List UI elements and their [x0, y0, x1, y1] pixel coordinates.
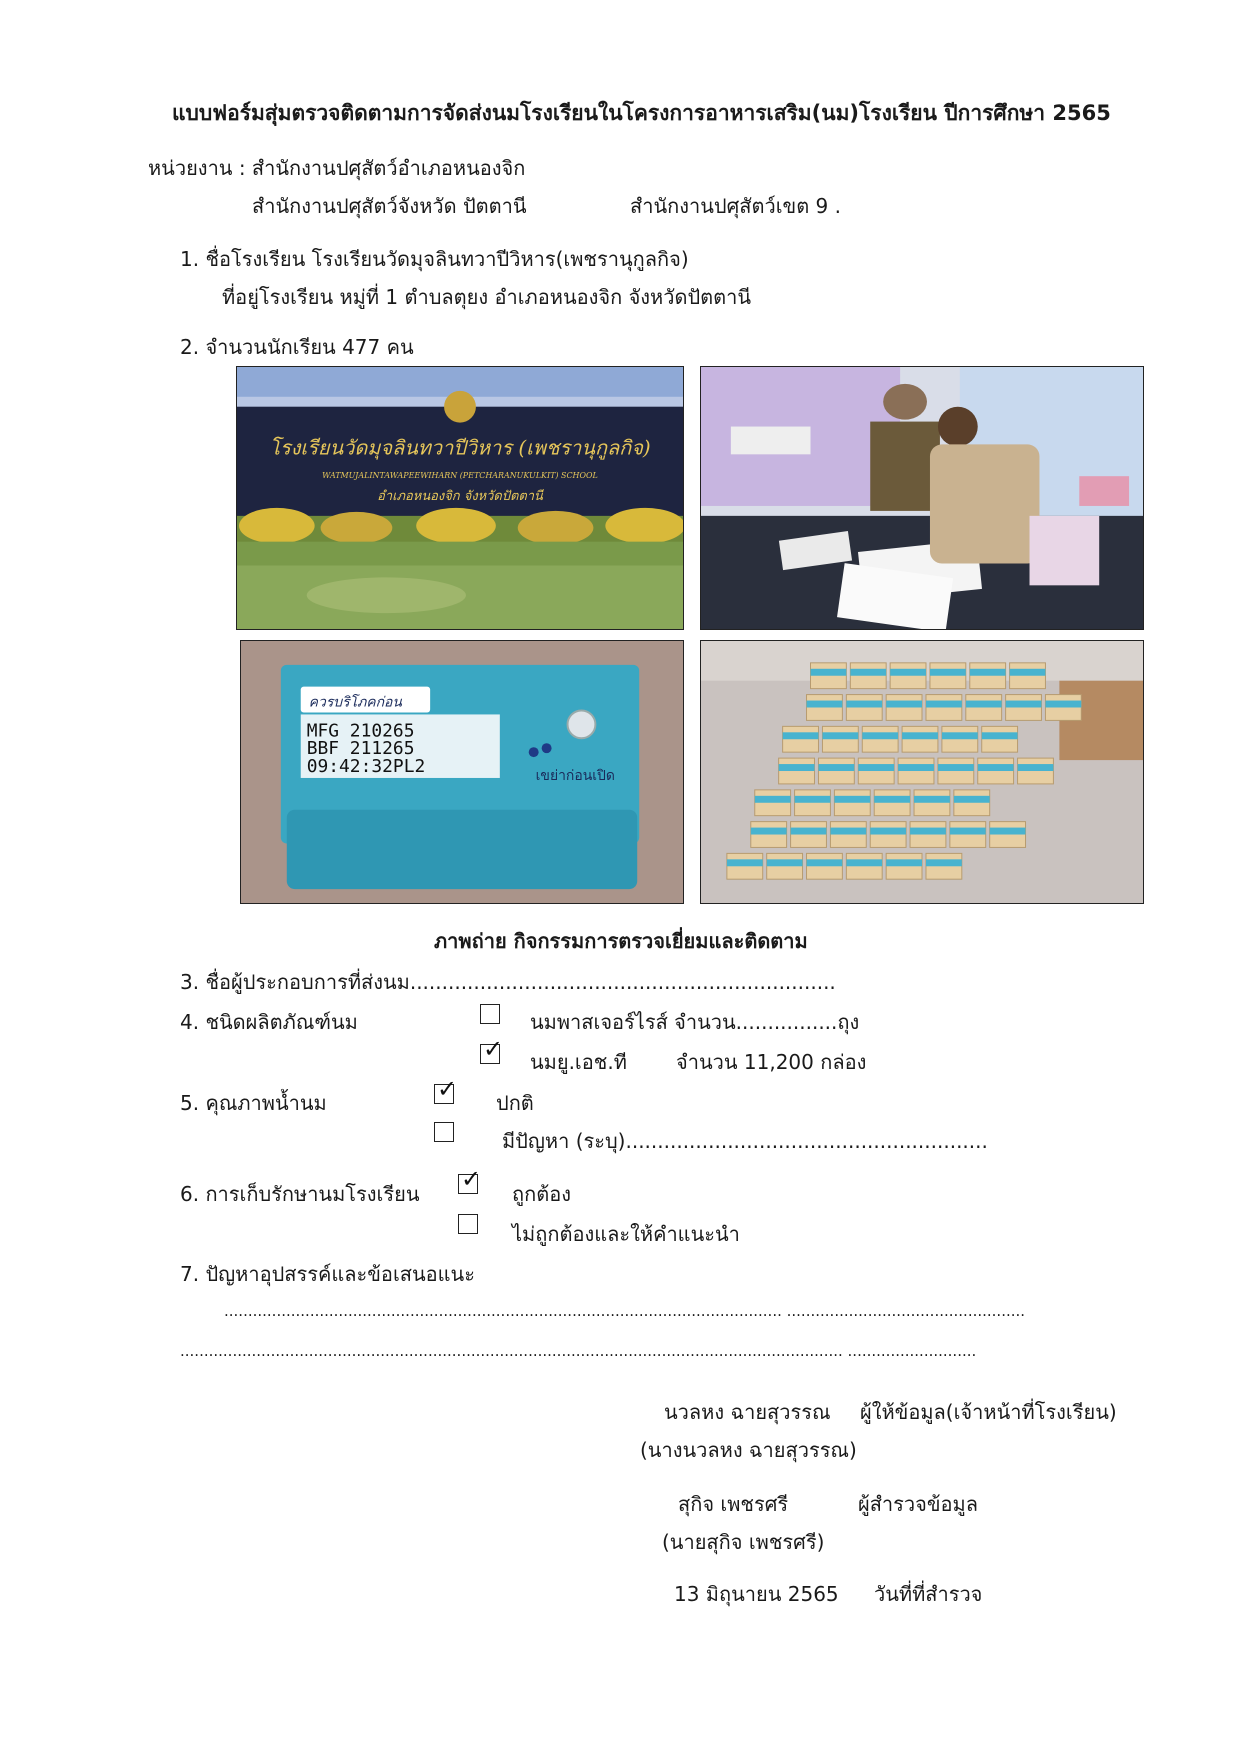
- carton-box: [966, 695, 1002, 721]
- carton-stripe: [886, 859, 922, 866]
- carton-box: [930, 663, 966, 689]
- carton-box: [890, 663, 926, 689]
- storage-correct-option: ถูกต้อง: [512, 1182, 571, 1206]
- carton-stripe: [970, 669, 1006, 676]
- carton-stripe: [858, 764, 894, 771]
- carton-stripe: [966, 701, 1002, 708]
- carton-box: [811, 663, 847, 689]
- carton-stripe: [830, 828, 866, 835]
- carton-box: [970, 663, 1006, 689]
- photo-stacked-cartons: [700, 640, 1144, 904]
- sign-english-text: WATMUJALINTAWAPEEWIHARN (PETCHARANUKULKIT) SCHOOL: [322, 471, 598, 481]
- carton-stripe: [818, 764, 854, 771]
- storage-correct-checkbox[interactable]: [458, 1165, 482, 1194]
- carton-stripe: [727, 859, 763, 866]
- survey-date: 13 มิถุนายน 2565: [674, 1582, 839, 1606]
- quality-normal-option: ปกติ: [496, 1091, 534, 1115]
- carton-stripe: [1010, 669, 1046, 676]
- photo-inspection-signing: [700, 366, 1144, 630]
- informant-role: ผู้ให้ข้อมูล(เจ้าหน้าที่โรงเรียน): [860, 1400, 1117, 1424]
- students-line: 2. จำนวนนักเรียน 477 คน: [180, 335, 414, 359]
- carton-stripe: [807, 701, 843, 708]
- carton-stripe: [950, 828, 986, 835]
- check-mark-icon: ✓: [461, 1165, 482, 1193]
- sign-thai-text: โรงเรียนวัดมุจลินทวาปีวิหาร (เพชรานุกูลกิจ): [269, 436, 651, 460]
- carton-stripe: [791, 828, 827, 835]
- carton-best-before: ควรบริโภคก่อน: [308, 694, 402, 711]
- carton-box: [1045, 695, 1081, 721]
- carton-stripe: [898, 764, 934, 771]
- carton-stripe: [755, 796, 791, 803]
- carton-stripe: [850, 669, 886, 676]
- carton-stripe: [751, 828, 787, 835]
- photo-milk-carton: [240, 640, 684, 904]
- storage-incorrect-checkbox[interactable]: [458, 1214, 478, 1234]
- storage-incorrect-option: ไม่ถูกต้องและให้คำแนะนำ: [512, 1222, 740, 1246]
- carton-box: [1010, 663, 1046, 689]
- supplier-line: 3. ชื่อผู้ประกอบการที่ส่งนม...................................................................: [180, 970, 836, 994]
- province-office: สำนักงานปศุสัตว์จังหวัด ปัตตานี: [252, 194, 527, 218]
- uht-option: นมยู.เอช.ที: [530, 1050, 627, 1074]
- carton-bbf: BBF 211265: [306, 738, 415, 760]
- carton-stripe: [807, 859, 843, 866]
- milk-quality-label: 5. คุณภาพน้ำนม: [180, 1091, 327, 1115]
- carton-stripe: [914, 796, 950, 803]
- check-mark-icon: ✓: [437, 1075, 458, 1103]
- carton-time: 09:42:32PL2: [306, 756, 426, 777]
- region-office: สำนักงานปศุสัตว์เขต 9 .: [630, 194, 841, 218]
- carton-shake-text: เขย่าก่อนเปิด: [535, 767, 615, 784]
- inspector-name: (นายสุกิจ เพชรศรี): [662, 1530, 825, 1554]
- problems-line-1: ..................................................................................................................... ..................................................: [224, 1302, 1026, 1320]
- carton-stripe: [779, 764, 815, 771]
- photo-caption: ภาพถ่าย กิจกรรมการตรวจเยี่ยมและติดตาม: [434, 929, 808, 953]
- quality-problem-option: มีปัญหา (ระบุ).........................................................: [502, 1129, 988, 1153]
- check-mark-icon: ✓: [483, 1035, 504, 1063]
- carton-box: [886, 695, 922, 721]
- carton-stripe: [926, 701, 962, 708]
- carton-stripe: [795, 796, 831, 803]
- survey-date-label: วันที่ที่สำรวจ: [874, 1582, 983, 1606]
- problems-label: 7. ปัญหาอุปสรรค์และข้อเสนอแนะ: [180, 1262, 475, 1286]
- carton-stripe: [862, 732, 898, 739]
- carton-stripe: [1006, 701, 1042, 708]
- product-type-label: 4. ชนิดผลิตภัณฑ์นม: [180, 1010, 358, 1034]
- school-address-line: ที่อยู่โรงเรียน หมู่ที่ 1 ตำบลตุยง อำเภอหนองจิก จังหวัดปัตตานี: [222, 285, 752, 309]
- informant-name: (นางนวลหง ฉายสุวรรณ): [640, 1438, 857, 1462]
- storage-label: 6. การเก็บรักษานมโรงเรียน: [180, 1182, 420, 1206]
- informant-signature: นวลหง ฉายสุวรรณ: [664, 1400, 831, 1424]
- carton-stripe: [811, 669, 847, 676]
- uht-quantity: จำนวน 11,200 กล่อง: [676, 1050, 867, 1074]
- problems-line-2: ........................................................................................................................................... ...........................: [180, 1342, 977, 1360]
- carton-stripe: [942, 732, 978, 739]
- agency-line: หน่วยงาน : สำนักงานปศุสัตว์อำเภอหนองจิก: [148, 156, 526, 180]
- carton-stripe: [954, 796, 990, 803]
- form-title: แบบฟอร์มสุ่มตรวจติดตามการจัดส่งนมโรงเรียนในโครงการอาหารเสริม(นม)โรงเรียน ปีการศึกษา 2565: [172, 101, 1111, 125]
- carton-stripe: [926, 859, 962, 866]
- carton-stripe: [1018, 764, 1054, 771]
- carton-stripe: [990, 828, 1026, 835]
- inspector-role: ผู้สำรวจข้อมูล: [858, 1492, 978, 1516]
- carton-stripe: [846, 859, 882, 866]
- carton-stripe: [890, 669, 926, 676]
- uht-checkbox[interactable]: [480, 1035, 504, 1064]
- carton-box: [846, 695, 882, 721]
- carton-box: [850, 663, 886, 689]
- carton-stripe: [886, 701, 922, 708]
- carton-box: [807, 695, 843, 721]
- carton-stripe: [846, 701, 882, 708]
- carton-mfg: MFG 210265: [306, 720, 415, 742]
- carton-stripe: [902, 732, 938, 739]
- carton-box: [926, 695, 962, 721]
- carton-stripe: [938, 764, 974, 771]
- school-name-line: 1. ชื่อโรงเรียน โรงเรียนวัดมุจลินทวาปีวิหาร(เพชรานุกูลกิจ): [180, 247, 689, 271]
- carton-box: [1006, 695, 1042, 721]
- carton-stripe: [910, 828, 946, 835]
- carton-stripe: [930, 669, 966, 676]
- carton-stripe: [982, 732, 1018, 739]
- sign-location-text: อำเภอหนองจิก จังหวัดปัตตานี: [377, 489, 543, 504]
- carton-stripe: [874, 796, 910, 803]
- carton-stripe: [1045, 701, 1081, 708]
- quality-normal-checkbox[interactable]: [434, 1075, 458, 1104]
- carton-stripe: [834, 796, 870, 803]
- photo-school-sign: [236, 366, 684, 630]
- carton-stripe: [822, 732, 858, 739]
- quality-problem-checkbox[interactable]: [434, 1122, 454, 1142]
- carton-stripe: [783, 732, 819, 739]
- carton-stripe: [978, 764, 1014, 771]
- carton-stripe: [870, 828, 906, 835]
- carton-stripe: [767, 859, 803, 866]
- pasteurized-option: นมพาสเจอร์ไรส์ จำนวน................ถุง: [530, 1010, 860, 1034]
- pasteurized-checkbox[interactable]: [480, 1004, 500, 1024]
- inspector-signature: สุกิจ เพชรศรี: [678, 1492, 789, 1516]
